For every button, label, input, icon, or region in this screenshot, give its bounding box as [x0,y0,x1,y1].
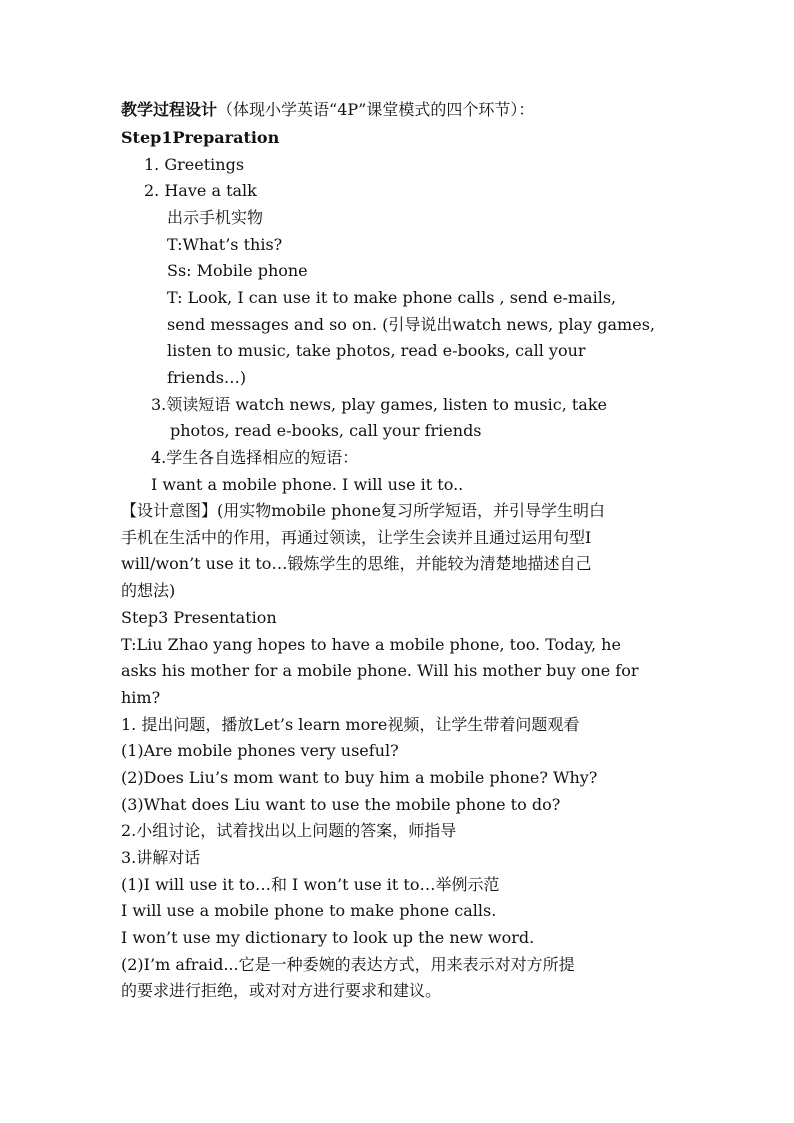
afraid-note-line-2: 的要求进行拒绝，或对对方进行要求和建议。 [121,981,442,1000]
section-heading [121,97,534,123]
example-sentence-2: I won’t use my dictionary to look up the new word. [121,928,535,947]
design-intent-line-1: 【设计意图】(用实物mobile phone复习所学短语，并引导学生明白 [121,501,606,520]
example-intro: (1)I will use it to…和 I won’t use it to…举例示范 [121,875,500,894]
design-intent-line-2: 手机在生活中的作用，再通过领读，让学生会读并且通过运用句型I [121,528,592,547]
item-read-phrases-2: photos, read e-books, call your friends [170,421,482,440]
heading-bold: 教学过程设计 [121,100,218,119]
afraid-note-line-1: (2)I’m afraid...它是一种委婉的表达方式，用来表示对对方所提 [121,955,575,974]
teacher-look-line-2: send messages and so on. (引导说出watch news, play games, [167,315,655,334]
design-intent-line-4: 的想法) [121,581,176,600]
step1-title: Step1Preparation [121,128,280,147]
story-line-3: him? [121,688,161,707]
teacher-question: T:What’s this? [167,235,283,254]
item-have-a-talk: 2. Have a talk [144,181,257,200]
question-3: (3)What does Liu want to use the mobile phone to do? [121,795,561,814]
step-raise-questions: 1. 提出问题，播放Let’s learn more视频，让学生带着问题观看 [121,715,580,734]
story-line-1: T:Liu Zhao yang hopes to have a mobile phone, too. Today, he [121,635,621,654]
students-answer: Ss: Mobile phone [167,261,308,280]
teacher-look-line-3: listen to music, take photos, read e-books, call your [167,341,586,360]
show-phone-line: 出示手机实物 [167,208,264,227]
design-intent-line-3: will/won’t use it to…锻炼学生的思维，并能较为清楚地描述自己 [121,554,592,573]
step3-title: Step3 Presentation [121,608,277,627]
teacher-look-line-1: T: Look, I can use it to make phone calls , send e-mails, [167,288,617,307]
sentence-i-want: I want a mobile phone. I will use it to.. [151,475,464,494]
item-read-phrases-1: 3.领读短语 watch news, play games, listen to music, take [151,395,608,414]
heading-note: （体现小学英语“4P”课堂模式的四个环节）： [217,100,535,119]
step-group-discussion: 2.小组讨论，试着找出以上问题的答案，师指导 [121,821,457,840]
item-choose-phrases: 4.学生各自选择相应的短语： [151,448,359,467]
story-line-2: asks his mother for a mobile phone. Will his mother buy one for [121,661,639,680]
question-1: (1)Are mobile phones very useful? [121,741,399,760]
teacher-look-line-4: friends…) [167,368,247,387]
question-2: (2)Does Liu’s mom want to buy him a mobile phone? Why? [121,768,598,787]
example-sentence-1: I will use a mobile phone to make phone calls. [121,901,497,920]
step-explain-dialogue: 3.讲解对话 [121,848,201,867]
item-greetings: 1. Greetings [144,155,245,174]
